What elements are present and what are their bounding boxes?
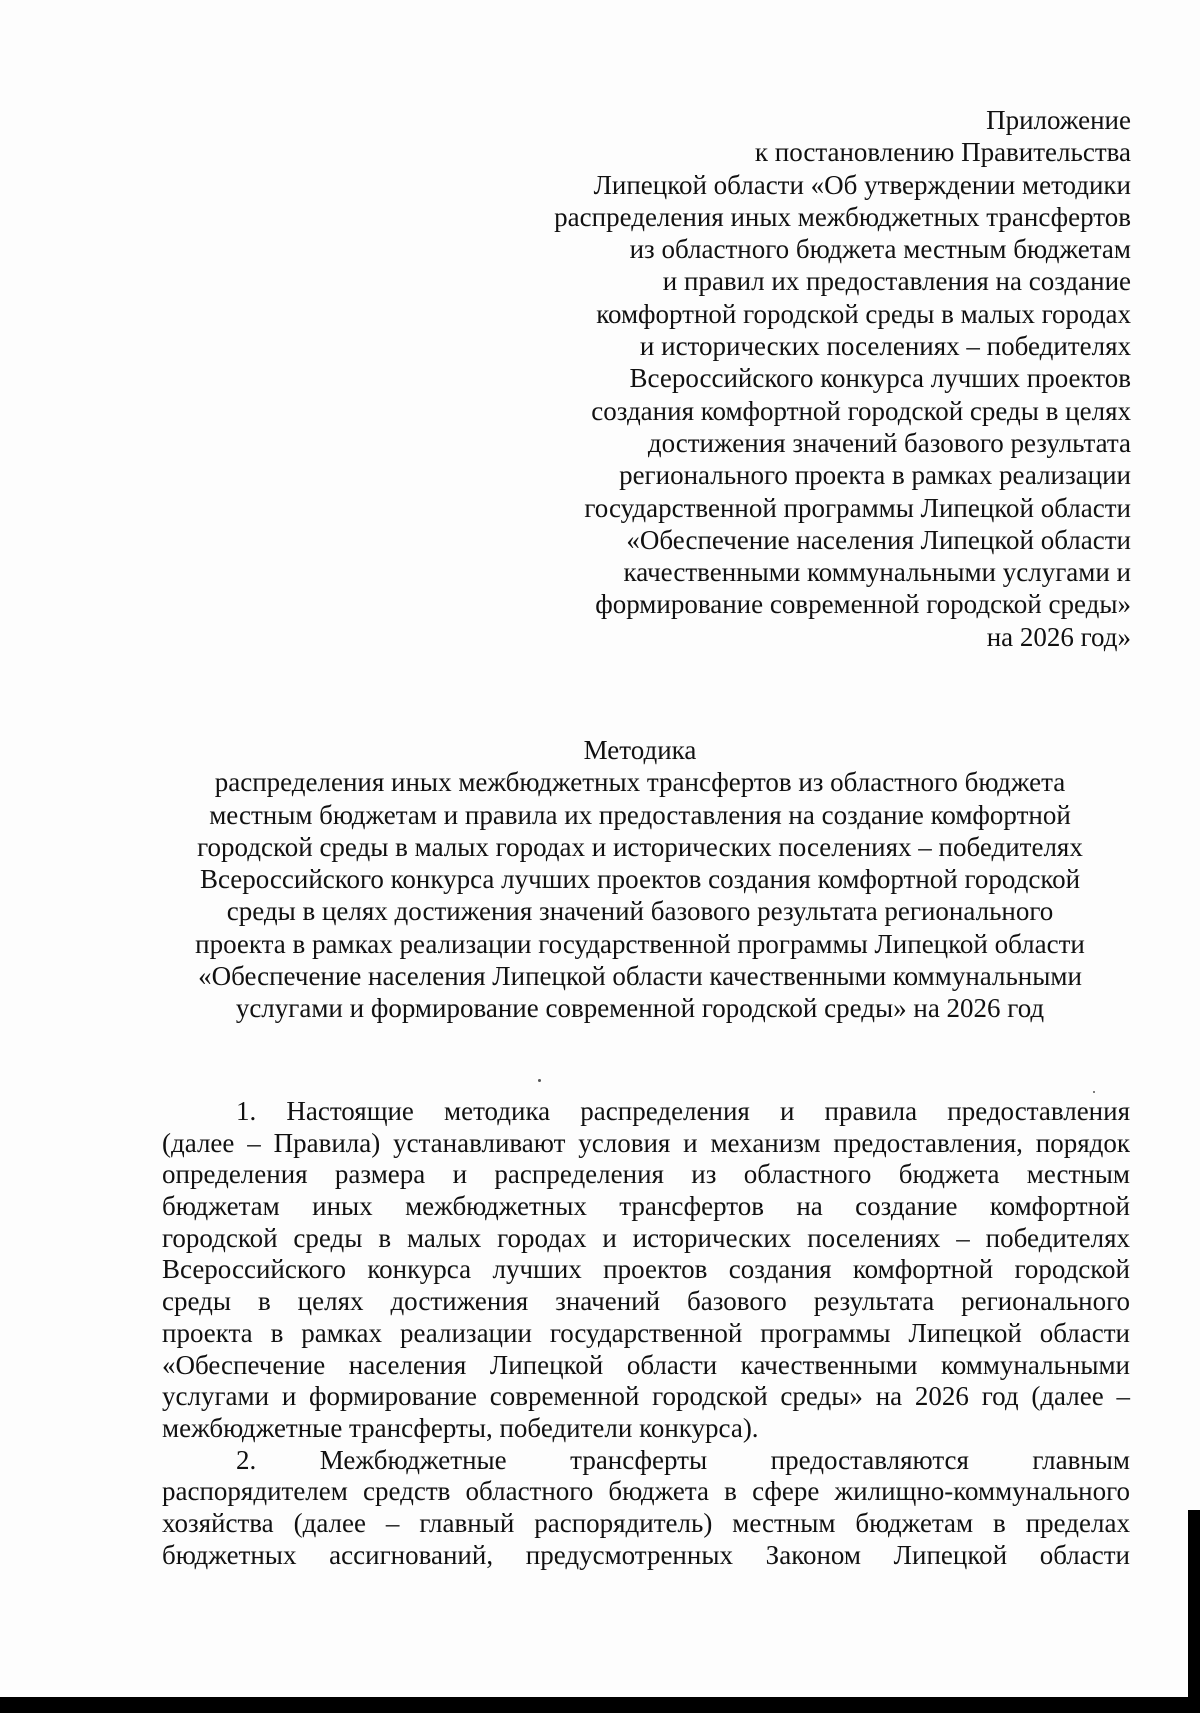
scan-speck [538, 1079, 541, 1082]
scan-edge-bottom [0, 1697, 1200, 1713]
body-line: услугами и формирование современной городской среды» на 2026 год (далее – [162, 1381, 1130, 1412]
appendix-line: Всероссийского конкурса лучших проектов [629, 363, 1131, 394]
body-line: бюджетных ассигнований, предусмотренных Законом Липецкой области [162, 1539, 1130, 1570]
appendix-line: достижения значений базового результата [647, 427, 1131, 458]
paragraph-2 [162, 1445, 1130, 1572]
appendix-line: и правил их предоставления на создание [662, 266, 1131, 297]
body-line: 1. Настоящие методика распределения и правила предоставления [236, 1096, 1130, 1126]
appendix-header [480, 104, 1131, 653]
title-line: распределения иных межбюджетных трансфертов из областного бюджета [214, 767, 1066, 798]
appendix-line: Липецкой области «Об утверждении методики [593, 169, 1131, 200]
appendix-line: распределения иных межбюджетных трансфертов [554, 201, 1131, 232]
paragraph-1 [162, 1096, 1130, 1445]
title-line: городской среды в малых городах и исторических поселениях – победителях [197, 831, 1083, 862]
title-line: услугами и формирование современной городской среды» на 2026 год [235, 993, 1045, 1024]
appendix-line: формирование современной городской среды» [595, 589, 1131, 620]
scan-edge-right [1188, 1510, 1200, 1713]
appendix-line: качественными коммунальными услугами и [623, 557, 1131, 588]
title-heading: Методика [583, 735, 697, 765]
title-line: проекта в рамках реализации государственной программы Липецкой области [195, 928, 1085, 959]
scan-speck [1093, 1091, 1095, 1093]
appendix-line: к постановлению Правительства [754, 137, 1131, 168]
title-line: Всероссийского конкурса лучших проектов создания комфортной городской [199, 864, 1081, 895]
body-line: среды в целях достижения значений базового результата регионального [162, 1286, 1130, 1317]
title-line: местным бюджетам и правила их предоставления на создание комфортной [209, 799, 1071, 830]
body-line: бюджетам иных межбюджетных трансфертов на создание комфортной [162, 1191, 1130, 1222]
body-line: 2. Межбюджетные трансферты предоставляются главным [236, 1444, 1130, 1475]
body-line: (далее – Правила) устанавливают условия и механизм предоставления, порядок [162, 1127, 1130, 1158]
body-line: определения размера и распределения из областного бюджета местным [162, 1159, 1130, 1190]
appendix-line: и исторических поселениях – победителях [639, 331, 1131, 362]
body-line: Всероссийского конкурса лучших проектов создания комфортной городской [162, 1254, 1130, 1285]
body-line: «Обеспечение населения Липецкой области качественными коммунальными [162, 1349, 1130, 1380]
document-title [150, 734, 1130, 1025]
title-line: среды в целях достижения значений базового результата регионального [226, 896, 1054, 927]
body-line: распорядителем средств областного бюджета в сфере жилищно-коммунального [162, 1476, 1130, 1507]
appendix-line: государственной программы Липецкой области [584, 492, 1131, 523]
appendix-line: «Обеспечение населения Липецкой области [626, 524, 1131, 555]
body-line: межбюджетные трансферты, победители конкурса). [162, 1412, 759, 1443]
appendix-line: на 2026 год» [986, 621, 1131, 652]
body-line: проекта в рамках реализации государственной программы Липецкой области [162, 1317, 1130, 1348]
appendix-line: Приложение [986, 105, 1131, 135]
appendix-line: из областного бюджета местным бюджетам [629, 234, 1131, 265]
body-line: городской среды в малых городах и исторических поселениях – победителях [162, 1222, 1130, 1253]
appendix-line: комфортной городской среды в малых городах [596, 298, 1131, 329]
title-line: «Обеспечение населения Липецкой области качественными коммунальными [198, 961, 1082, 992]
appendix-line: регионального проекта в рамках реализации [619, 460, 1131, 491]
appendix-line: создания комфортной городской среды в целях [591, 395, 1131, 426]
body-line: хозяйства (далее – главный распорядитель) местным бюджетам в пределах [162, 1507, 1130, 1538]
document-body [162, 1096, 1130, 1571]
